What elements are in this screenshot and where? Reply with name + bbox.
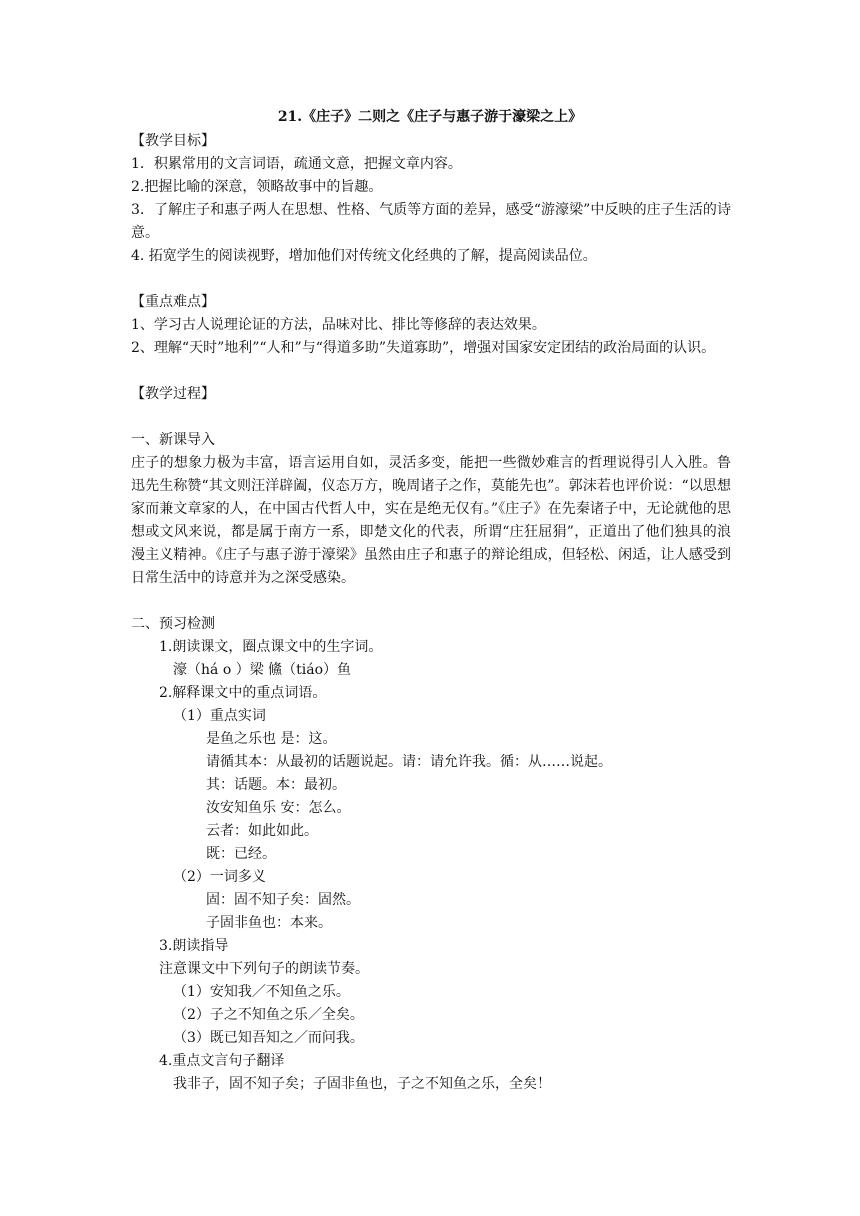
step-1-words: 濠（há o ）梁 鯈（tiáo）鱼 — [173, 662, 352, 678]
spacer — [131, 590, 731, 613]
polysemy-item: 子固非鱼也：本来。 — [206, 915, 332, 931]
rhythm-item: （1）安知我／不知鱼之乐。 — [173, 984, 350, 1000]
translation-sentence: 我非子，固不知子矣；子固非鱼也，子之不知鱼之乐，全矣！ — [173, 1076, 551, 1092]
polysemy-item: 固：固不知子矣：固然。 — [206, 892, 360, 908]
step-4: 4.重点文言句子翻译 — [159, 1053, 285, 1069]
sub-heading-key-words: （1）重点实词 — [173, 708, 266, 724]
document-title: 21.《庄子》二则之《庄子与惠子游于濠梁之上》 — [277, 109, 583, 125]
section-heading-preview: 二、预习检测 — [131, 616, 215, 632]
goal-item: 1．积累常用的文言词语，疏通文意，把握文章内容。 — [131, 156, 462, 172]
sub-heading-polysemy: （2）一词多义 — [173, 869, 266, 885]
process-heading: 【教学过程】 — [131, 386, 215, 402]
key-point-item: 1、学习古人说理论证的方法，品味对比、排比等修辞的表达效果。 — [131, 317, 546, 333]
goal-item: 2.把握比喻的深意，领略故事中的旨趣。 — [131, 179, 383, 195]
document-body — [131, 130, 731, 1096]
key-point-item: 2、理解“天时”地利”“人和”与“得道多助”失道寡助”，增强对国家安定团结的政治局面的认识。 — [131, 340, 716, 356]
step-2: 2.解释课文中的重点词语。 — [159, 685, 327, 701]
key-word-item: 其：话题。本：最初。 — [206, 777, 346, 793]
key-word-item: 请循其本：从最初的话题说起。请：请允许我。循：从……说起。 — [206, 754, 612, 770]
goals-heading: 【教学目标】 — [131, 133, 215, 149]
key-points-heading: 【重点难点】 — [131, 294, 215, 310]
goal-item: 4. 拓宽学生的阅读视野，增加他们对传统文化经典的了解，提高阅读品位。 — [131, 248, 597, 264]
key-word-item: 汝安知鱼乐 安：怎么。 — [206, 800, 351, 816]
spacer — [131, 406, 731, 429]
spacer — [131, 268, 731, 291]
step-1: 1.朗读课文，圈点课文中的生字词。 — [159, 639, 383, 655]
rhythm-item: （2）子之不知鱼之乐／全矣。 — [173, 1007, 364, 1023]
rhythm-item: （3）既已知吾知之／而问我。 — [173, 1030, 364, 1046]
step-3-note: 注意课文中下列句子的朗读节奏。 — [159, 961, 369, 977]
intro-paragraph: 庄子的想象力极为丰富，语言运用自如，灵活多变，能把一些微妙难言的哲理说得引人入胜。鲁迅先生称赞“其文则汪洋辟阖，仪态万方，晚周诸子之作，莫能先也”。郭沫若也评价说：“以思想家而兼文章家的人，在中国古代哲人中，实在是绝无仅有。”《庄子》在先秦诸子中，无论就他的思想或文风来说，都是属于南方一系，即楚文化的代表，所谓“庄狂屈狷”，正道出了他们独具的浪漫主义精神。《庄子与惠子游于濠梁》虽然由庄子和惠子的辩论组成，但轻松、闲适，让人感受到日常生活中的诗意并为之深受感染。 — [131, 455, 731, 586]
spacer — [131, 360, 731, 383]
section-heading-intro: 一、新课导入 — [131, 432, 215, 448]
goal-item: 3．了解庄子和惠子两人在思想、性格、气质等方面的差异，感受“游濠梁”中反映的庄子生活的诗意。 — [131, 202, 731, 241]
key-word-item: 既：已经。 — [206, 846, 276, 862]
key-word-item: 是鱼之乐也 是：这。 — [206, 731, 337, 747]
step-3: 3.朗读指导 — [159, 938, 229, 954]
key-word-item: 云者：如此如此。 — [206, 823, 318, 839]
